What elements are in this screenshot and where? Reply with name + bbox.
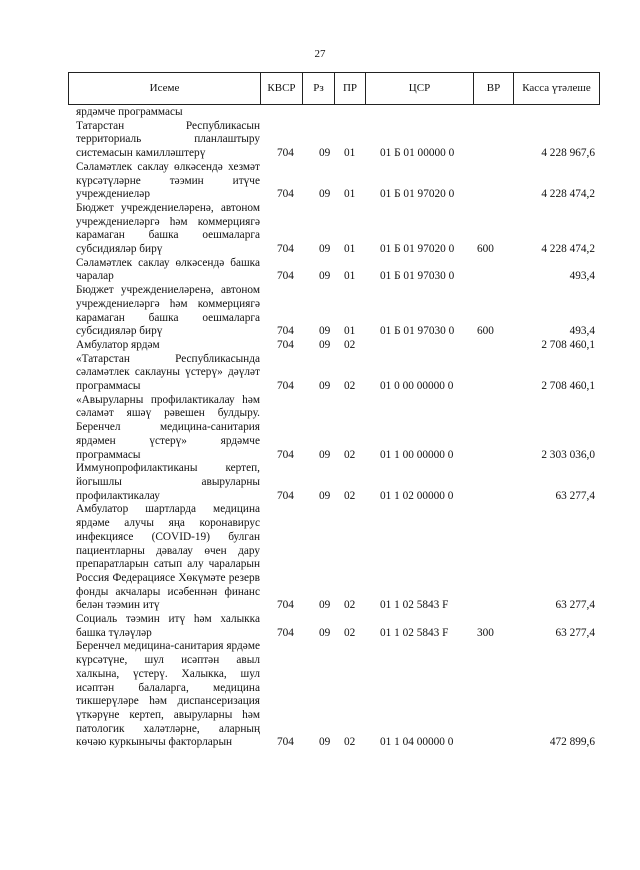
row-rz: 09 <box>319 243 331 256</box>
table-row <box>0 339 640 353</box>
row-name: ярдәмче программасы <box>76 106 183 118</box>
table-row <box>0 613 640 640</box>
row-amount: 4 228 474,2 <box>541 243 595 256</box>
row-amount: 63 277,4 <box>555 599 595 612</box>
row-kvsr: 704 <box>277 489 294 502</box>
row-amount: 4 228 474,2 <box>541 188 595 201</box>
row-kvsr: 704 <box>277 188 294 201</box>
table-row <box>0 202 640 257</box>
row-pr: 02 <box>344 380 356 393</box>
table-row <box>0 353 640 394</box>
row-pr: 01 <box>344 243 356 256</box>
header-vr: ВР <box>474 73 514 104</box>
row-amount: 493,4 <box>569 325 595 338</box>
row-csr: 01 Б 01 97020 0 <box>380 188 455 201</box>
row-rz: 09 <box>319 380 331 393</box>
table-row <box>0 257 640 284</box>
header-kassa: Касса үтәлеше <box>522 82 591 94</box>
row-vr: 600 <box>477 243 494 256</box>
row-amount: 2 708 460,1 <box>541 338 595 351</box>
row-name: Бюджет учреждениеләренә, автоном учреждениеләргә һәм коммерциягә карамаган башка оешмаларга субсидияләр бирү <box>76 284 260 338</box>
table-row <box>0 640 640 750</box>
table-header <box>68 72 600 105</box>
row-amount: 2 708 460,1 <box>541 380 595 393</box>
row-name: Сәламәтлек саклау өлкәсендә башка чаралар <box>76 256 260 283</box>
header-csr: ЦСР <box>366 73 474 104</box>
row-rz: 09 <box>319 736 331 749</box>
row-name: Татарстан Республикасын территориаль планлаштыру системасын камилләштерү <box>76 119 260 160</box>
table-row <box>0 503 640 613</box>
row-kvsr: 704 <box>277 270 294 283</box>
row-pr: 02 <box>344 489 356 502</box>
row-pr: 01 <box>344 270 356 283</box>
header-pr: ПР <box>335 73 366 104</box>
row-csr: 01 1 02 5843 F <box>380 599 449 612</box>
row-amount: 2 303 036,0 <box>541 448 595 461</box>
row-pr: 02 <box>344 626 356 639</box>
row-csr: 01 1 04 00000 0 <box>380 736 454 749</box>
table-row <box>0 120 640 161</box>
row-name: «Татарстан Республикасында сәламәтлек саклауны үстерү» дәүләт программасы <box>76 352 260 393</box>
row-kvsr: 704 <box>277 243 294 256</box>
row-csr: 01 Б 01 97030 0 <box>380 270 455 283</box>
row-kvsr: 704 <box>277 736 294 749</box>
row-csr: 01 Б 01 97020 0 <box>380 243 455 256</box>
row-kvsr: 704 <box>277 325 294 338</box>
row-name: Амбулатор ярдәм <box>76 338 160 351</box>
table-row <box>0 106 640 120</box>
row-csr: 01 1 02 00000 0 <box>380 489 454 502</box>
row-name: Бюджет учреждениеләренә, автоном учреждениеләргә һәм коммерциягә карамаган башка оешмаларга субсидияләр бирү <box>76 201 260 256</box>
row-pr: 01 <box>344 147 356 160</box>
row-amount: 4 228 967,6 <box>541 147 595 160</box>
row-pr: 01 <box>344 325 356 338</box>
row-amount: 63 277,4 <box>555 626 595 639</box>
row-rz: 09 <box>319 448 331 461</box>
table-row <box>0 394 640 463</box>
row-pr: 02 <box>344 448 356 461</box>
row-kvsr: 704 <box>277 599 294 612</box>
row-vr: 300 <box>477 626 494 639</box>
row-name: Иммунопрофилактиканы кертеп, йогышлы авыруларны профилактикалау <box>76 462 260 502</box>
row-rz: 09 <box>319 325 331 338</box>
row-rz: 09 <box>319 489 331 502</box>
header-rz: Рз <box>303 73 335 104</box>
row-kvsr: 704 <box>277 448 294 461</box>
row-kvsr: 704 <box>277 338 294 351</box>
row-amount: 63 277,4 <box>555 489 595 502</box>
row-vr: 600 <box>477 325 494 338</box>
row-name: «Авыруларны профилактикалау һәм сәламәт яшәү рәвешен булдыру. Беренчел медицина-санитария ярдәмен үстерү» ярдәмче программасы <box>76 393 260 461</box>
row-name: Сәламәтлек саклау өлкәсендә хезмәт күрсәтүләрне тәэмин итүче учреждениеләр <box>76 160 260 201</box>
table-row <box>0 284 640 339</box>
row-csr: 01 Б 01 97030 0 <box>380 325 455 338</box>
row-pr: 02 <box>344 338 356 351</box>
row-kvsr: 704 <box>277 626 294 639</box>
table-row <box>0 161 640 202</box>
page-number: 27 <box>314 48 326 60</box>
row-csr: 01 1 00 00000 0 <box>380 448 454 461</box>
row-kvsr: 704 <box>277 380 294 393</box>
row-rz: 09 <box>319 147 331 160</box>
row-rz: 09 <box>319 338 331 351</box>
row-csr: 01 0 00 00000 0 <box>380 380 454 393</box>
row-amount: 493,4 <box>569 270 595 283</box>
row-rz: 09 <box>319 626 331 639</box>
row-amount: 472 899,6 <box>549 736 595 749</box>
row-kvsr: 704 <box>277 147 294 160</box>
row-rz: 09 <box>319 188 331 201</box>
table-row <box>0 462 640 503</box>
header-name: Исеме <box>69 73 261 104</box>
row-name: Социаль тәэмин итү һәм халыкка башка түләүләр <box>76 613 260 639</box>
header-kvsr: КВСР <box>261 73 303 104</box>
row-csr: 01 Б 01 00000 0 <box>380 147 455 160</box>
row-pr: 02 <box>344 599 356 612</box>
table-body <box>0 106 640 750</box>
row-name: Амбулатор шартларда медицина ярдәме алучы яңа коронавирус инфекциясе (COVID-19) булган пациентларны дәвалау өчен дару препаратларын сатып алу чараларын Россия Федерациясе Хөкүмәте резерв фонды акчалары исәбеннән финанс белән тәэмин итү <box>76 503 260 612</box>
row-rz: 09 <box>319 270 331 283</box>
row-rz: 09 <box>319 599 331 612</box>
row-pr: 01 <box>344 188 356 201</box>
row-pr: 02 <box>344 736 356 749</box>
row-name: Беренчел медицина-санитария ярдәме күрсәтүне, шул исәптән авыл халкына, үстерү. Халыкка, шул исәптән балаларга, медицина тикшерүләре һәм диспансеризация үткәрүне кертеп, авыруларны һәм патологик халәтләрне, аларның көчәю куркынычы факторларын <box>76 640 260 749</box>
row-csr: 01 1 02 5843 F <box>380 626 449 639</box>
